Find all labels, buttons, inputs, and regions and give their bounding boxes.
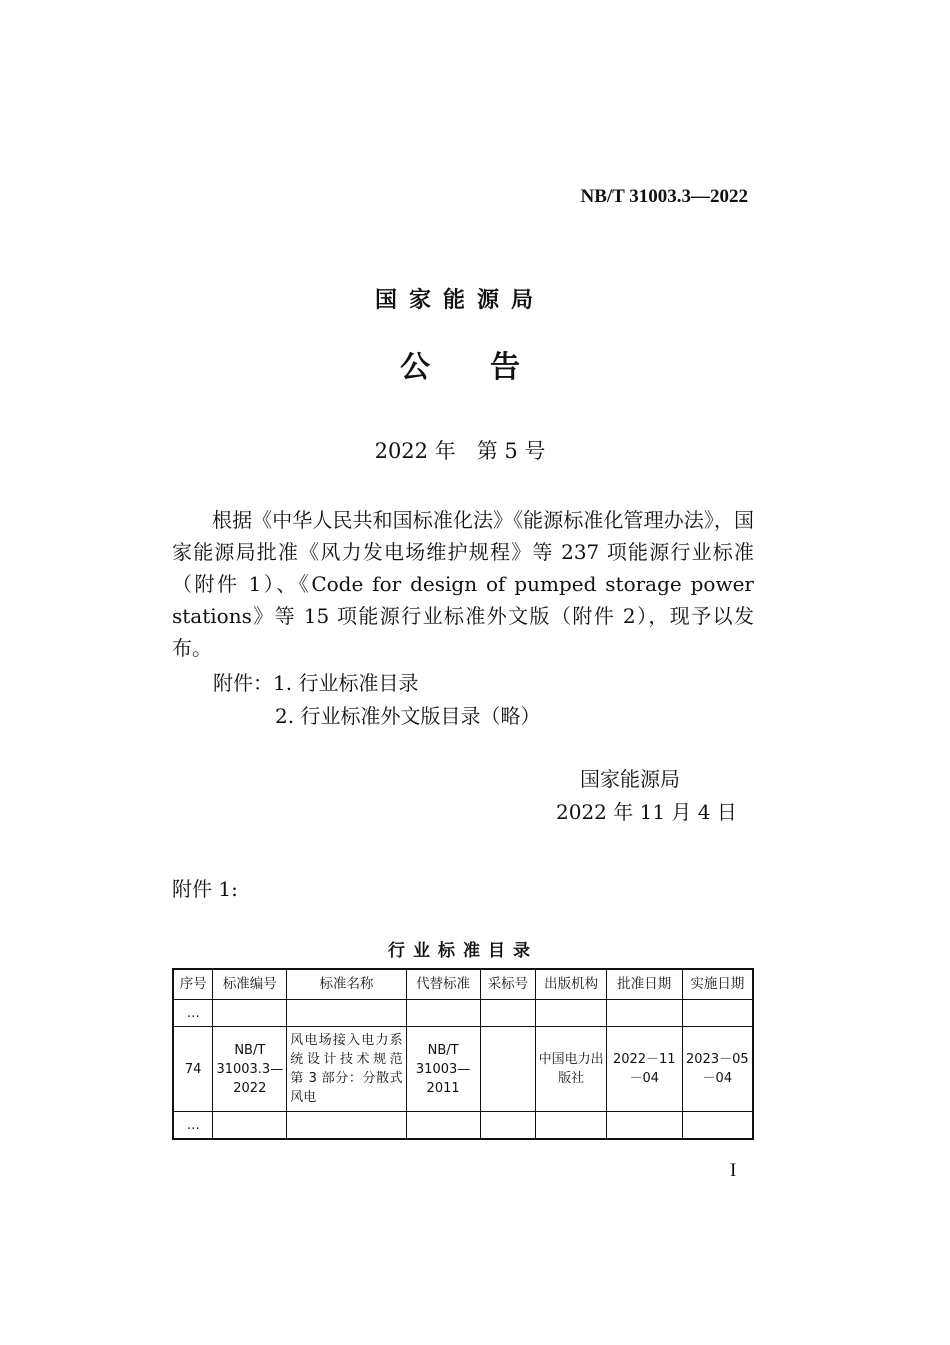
issue-number: 2022 年 第 5 号 <box>374 439 546 463</box>
col-header-name: 标准名称 <box>287 969 406 1000</box>
table-row <box>173 1000 753 1027</box>
standards-table <box>172 968 754 1140</box>
cell-name: 风电场接入电力系统设计技术规范 第 3 部分：分散式风电 <box>287 1027 406 1112</box>
col-header-no: 序号 <box>173 969 213 1000</box>
page-number: I <box>730 1160 737 1181</box>
col-header-approved: 批准日期 <box>606 969 682 1000</box>
ellipsis-cell: … <box>173 1112 213 1140</box>
notice-title-char-1: 公 <box>400 350 430 385</box>
notice-body <box>172 504 754 664</box>
cell-adopted <box>480 1027 536 1112</box>
col-header-effective: 实施日期 <box>682 969 753 1000</box>
attachments-prefix: 附件： <box>213 671 273 695</box>
notice-title <box>0 342 920 386</box>
cell-publisher: 中国电力出版社 <box>536 1027 607 1112</box>
standard-code: NB/T 31003.3—2022 <box>580 186 748 207</box>
issuer-heading: 国家能源局 <box>374 288 545 313</box>
signature-org: 国家能源局 <box>580 767 680 791</box>
notice-body-paragraph: 根据《中华人民共和国标准化法》《能源标准化管理办法》，国家能源局批准《风力发电场维护规程》等 237 项能源行业标准（附件 1）、《Code for design of pumped storage power stations》等 15 项能源行业标准外文版（附件 2），现予以发布。 <box>172 508 754 660</box>
table-row <box>173 1112 753 1140</box>
attachment-item-1: 1. 行业标准目录 <box>273 671 419 695</box>
table-title: 行业标准目录 <box>388 941 538 961</box>
cell-replaces: NB/T 31003—2011 <box>406 1027 480 1112</box>
attachment-item-2: 2. 行业标准外文版目录（略） <box>275 704 541 728</box>
notice-title-char-2: 告 <box>490 350 520 385</box>
cell-approved: 2022－11－04 <box>606 1027 682 1112</box>
col-header-adopted: 采标号 <box>480 969 536 1000</box>
ellipsis-cell: … <box>173 1000 213 1027</box>
attachment-line-1 <box>213 667 418 696</box>
cell-code: NB/T 31003.3—2022 <box>213 1027 287 1112</box>
signature-date: 2022 年 11 月 4 日 <box>556 800 737 824</box>
col-header-publisher: 出版机构 <box>536 969 607 1000</box>
table-row <box>173 1027 753 1112</box>
table-header-row <box>173 969 753 1000</box>
col-header-code: 标准编号 <box>213 969 287 1000</box>
annex-label: 附件 1: <box>172 877 238 901</box>
cell-effective: 2023－05－04 <box>682 1027 753 1112</box>
col-header-replaces: 代替标准 <box>406 969 480 1000</box>
cell-no: 74 <box>173 1027 213 1112</box>
